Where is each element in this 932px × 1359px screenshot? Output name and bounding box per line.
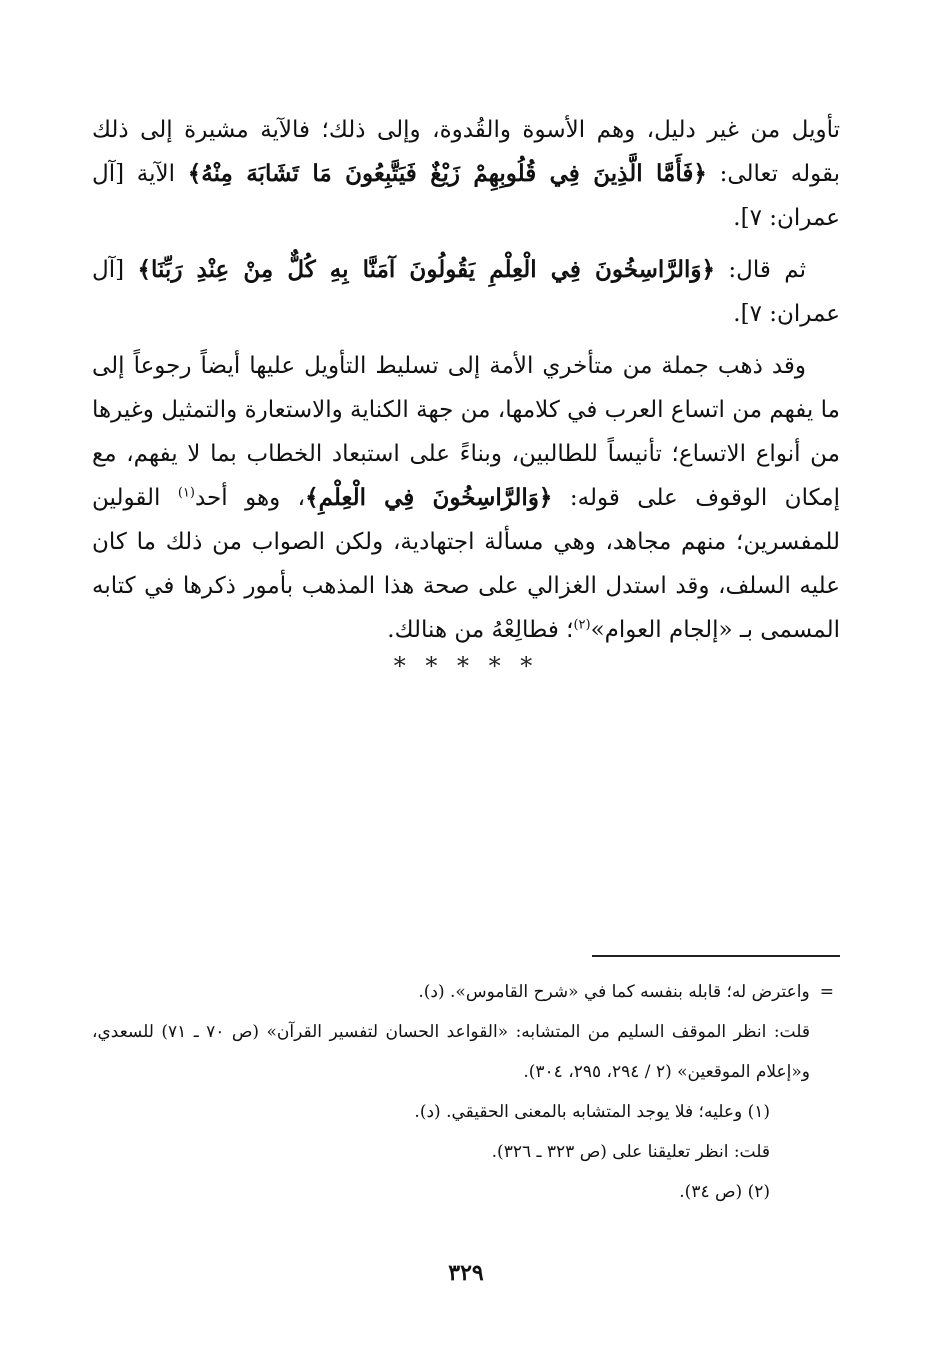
quran-verse-3: ﴿وَالرَّاسِخُونَ فِي الْعِلْمِ﴾ <box>305 484 553 511</box>
section-separator: * * * * * <box>393 652 539 680</box>
paragraph-1-citation: الآية [آل عمران: ٧]. <box>92 161 840 231</box>
footnote-divider <box>592 955 840 957</box>
continuation-mark: = <box>819 982 834 1002</box>
footnote-1: (١) وعليه؛ فلا يوجد المتشابه بالمعنى الحقيقي. (د). <box>414 1102 770 1122</box>
footnote-2: (٢) (ص ٣٤). <box>679 1182 770 1202</box>
footnote-ref-1[interactable]: (١) <box>177 485 195 501</box>
paragraph-1 <box>92 108 840 240</box>
paragraph-1-intro: بقوله تعالى: <box>706 161 841 187</box>
paragraph-1-line-1: تأويل من غير دليل، وهم الأسوة والقُدوة، وإلى ذلك؛ فالآية مشيرة إلى ذلك <box>92 117 840 143</box>
paragraph-3 <box>92 344 840 652</box>
footnote-continuation-note-line-2: للسعدي، و«إعلام الموقعين» (٢ / ٢٩٤، ٢٩٥، ٣٠٤). <box>92 1022 810 1082</box>
footnotes <box>92 972 840 1212</box>
quran-verse-2: ﴿وَالرَّاسِخُونَ فِي الْعِلْمِ يَقُولُونَ آمَنَّا بِهِ كُلٌّ مِنْ عِنْدِ رَبِّنَا﴾ <box>137 256 715 283</box>
paragraph-3-text-c: القولين للمفسرين؛ منهم مجاهد، وهي مسألة اجتهادية، ولكن الصواب من ذلك ما كان عليه السلف، وقد استدل الغزالي على صحة هذا المذهب بأمور ذكرها في كتابه المسمى بـ «إلجام العوام» <box>92 485 840 643</box>
page-number: ٣٢٩ <box>448 1260 484 1286</box>
footnote-continuation <box>92 972 840 1012</box>
paragraph-3-text-a: وقد ذهب جملة من متأخري الأمة إلى تسليط التأويل عليها أيضاً رجوعاً إلى ما يفهم من اتساع العرب في كلامها، من جهة الكناية والاستعارة والتمثيل وغيرها من أنواع الاتساع؛ تأنيساً للطالبين، وبناءً على استبعاد الخطاب بما لا يفهم، مع إمكان الوقوف على قوله: <box>92 353 840 511</box>
footnote-continuation-text: واعترض له؛ قابله بنفسه كما في «شرح القاموس». (د). <box>418 982 810 1002</box>
paragraph-3-text-b: ، وهو أحد <box>194 485 306 511</box>
main-text <box>92 108 840 652</box>
paragraph-2-intro: ثم قال: <box>715 257 807 283</box>
paragraph-3-text-d: ؛ فطالِعْهُ من هنالك. <box>387 617 574 643</box>
footnote-ref-2[interactable]: (٢) <box>573 617 591 633</box>
footnote-continuation-note-line-1: قلت: انظر الموقف السليم من المتشابه: «القواعد الحسان لتفسير القرآن» (ص ٧٠ ـ ٧١) <box>161 1022 810 1042</box>
paragraph-2 <box>92 248 840 336</box>
footnote-continuation-note <box>92 1012 840 1092</box>
footnote-1-note: قلت: انظر تعليقنا على (ص ٣٢٣ ـ ٣٢٦). <box>491 1142 770 1162</box>
paragraph-2-citation: [آل عمران: ٧]. <box>92 257 840 327</box>
quran-verse-1: ﴿فَأَمَّا الَّذِينَ فِي قُلُوبِهِمْ زَيْغٌ فَيَتَّبِعُونَ مَا تَشَابَهَ مِنْهُ﴾ <box>187 160 707 187</box>
